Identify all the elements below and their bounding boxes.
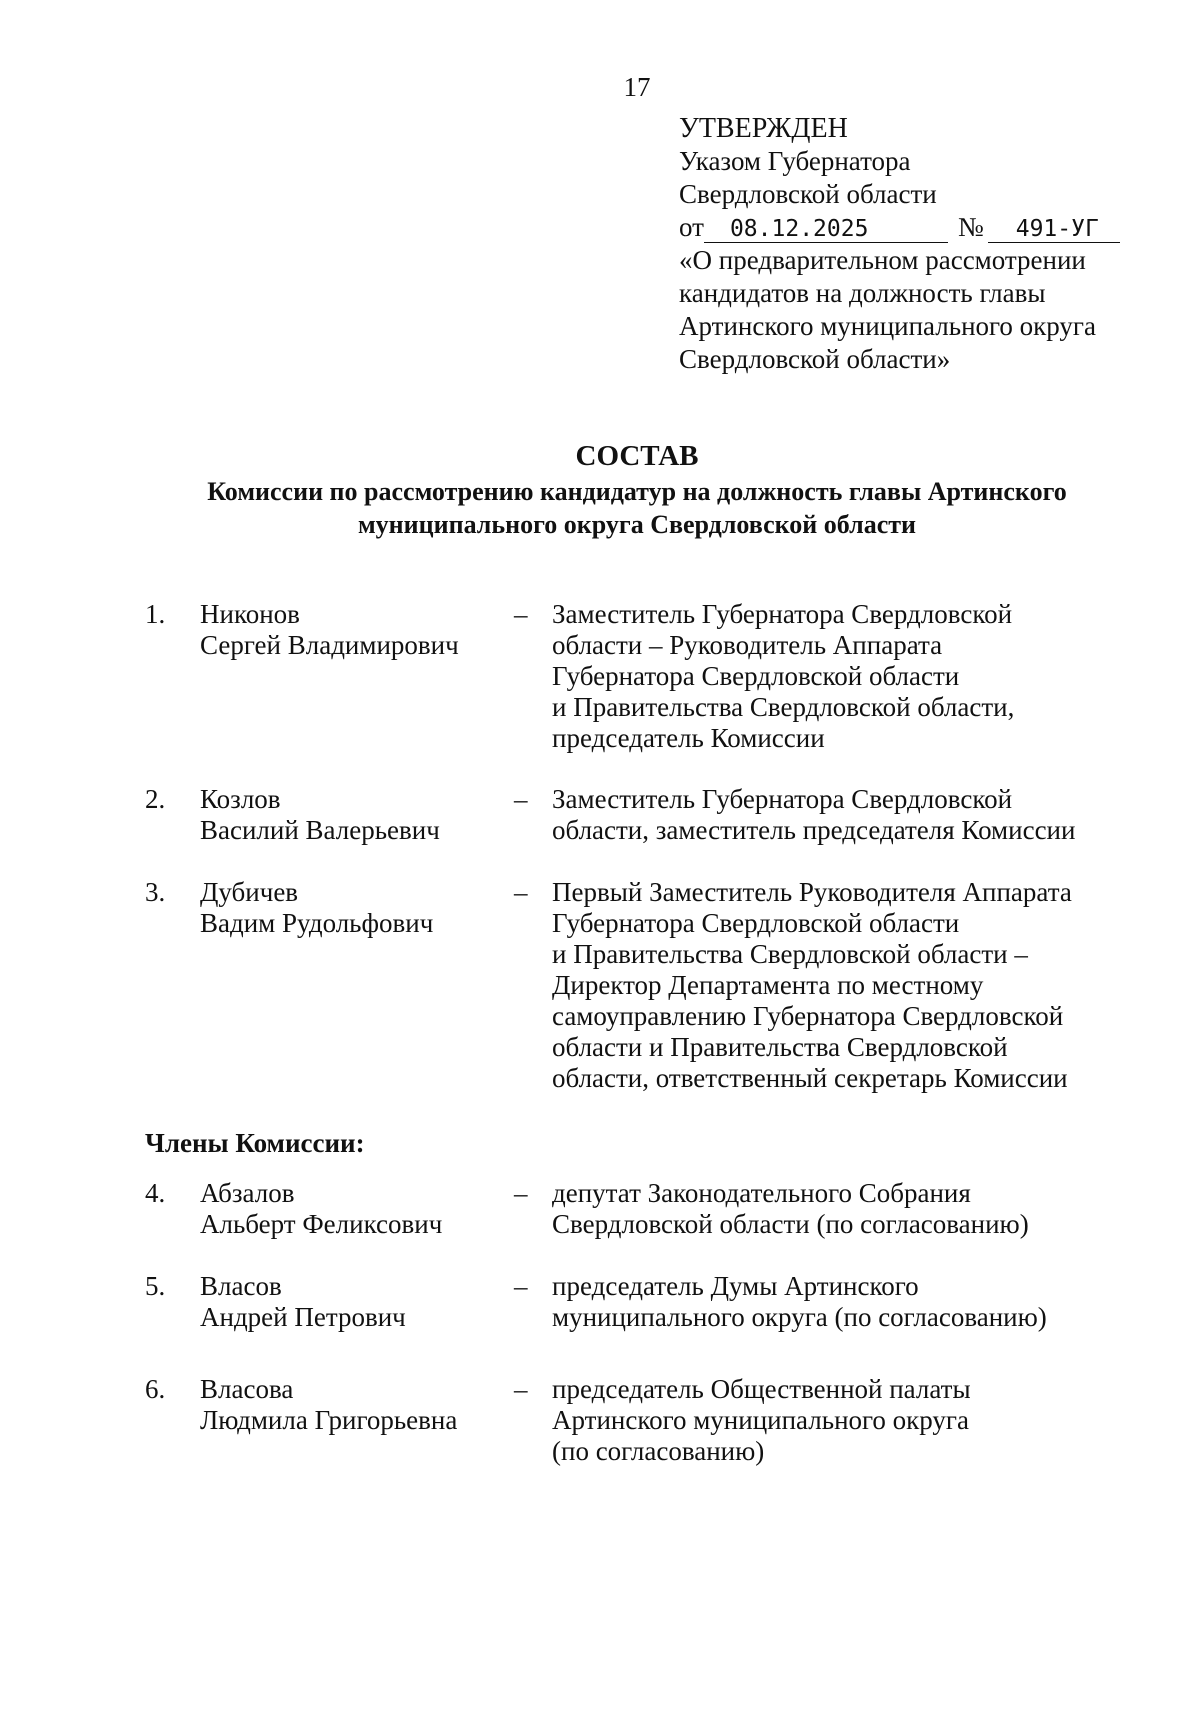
entry-surname: Козлов	[200, 784, 281, 814]
entry-dash: –	[514, 877, 528, 907]
entry-surname: Власова	[200, 1374, 294, 1404]
entry-name	[200, 599, 459, 661]
decree-number: 491-УГ	[988, 216, 1120, 243]
entry-given-names: Сергей Владимирович	[200, 630, 459, 660]
page-number: 17	[623, 72, 651, 102]
entry-number: 5.	[145, 1271, 166, 1301]
entry-dash: –	[514, 784, 528, 814]
entry-name	[200, 784, 440, 846]
entry-number: 4.	[145, 1178, 166, 1208]
entry-dash: –	[514, 1178, 528, 1208]
approval-block	[679, 112, 1159, 376]
document-subheading	[120, 475, 1154, 541]
approval-title-line-3: Артинского муниципального округа	[679, 311, 1096, 341]
entry-number: 2.	[145, 784, 166, 814]
subheading-line-1: Комиссии по рассмотрению кандидатур на должность главы Артинского	[207, 477, 1067, 506]
approval-title-line-2: кандидатов на должность главы	[679, 278, 1046, 308]
entry-position: Заместитель Губернатора Свердловской области – Руководитель Аппарата Губернатора Свердловской области и Правительства Свердловской области, председатель Комиссии	[552, 599, 1015, 753]
entry-given-names: Людмила Григорьевна	[200, 1405, 458, 1435]
approval-line-1: Указом Губернатора	[679, 146, 911, 176]
entry-dash: –	[514, 1271, 528, 1301]
entry-dash: –	[514, 599, 528, 629]
document-heading: СОСТАВ	[575, 440, 699, 472]
entry-name	[200, 1178, 442, 1240]
entry-surname: Дубичев	[200, 877, 299, 907]
entry-given-names: Альберт Феликсович	[200, 1209, 443, 1239]
date-prefix: от	[679, 212, 704, 242]
entry-name	[200, 1271, 406, 1333]
entry-position: председатель Общественной палаты Артинского муниципального округа (по согласованию)	[552, 1374, 971, 1466]
entry-number: 3.	[145, 877, 166, 907]
entry-position: Первый Заместитель Руководителя Аппарата Губернатора Свердловской области и Правительства Свердловской области – Директор Департамента по местному самоуправлению Губернатора Свердловской области и Правительства Свердловской области, ответственный секретарь Комиссии	[552, 877, 1072, 1093]
subheading-line-2: муниципального округа Свердловской области	[357, 510, 917, 539]
entry-given-names: Вадим Рудольфович	[200, 908, 434, 938]
entry-number: 6.	[145, 1374, 166, 1404]
members-heading: Члены Комиссии:	[145, 1128, 365, 1158]
entry-surname: Абзалов	[200, 1178, 295, 1208]
entry-surname: Власов	[200, 1271, 282, 1301]
entry-name	[200, 877, 433, 939]
entry-given-names: Василий Валерьевич	[200, 815, 440, 845]
approval-title-line-4: Свердловской области»	[679, 344, 951, 374]
approval-line-2: Свердловской области	[679, 179, 937, 209]
entry-position: Заместитель Губернатора Свердловской области, заместитель председателя Комиссии	[552, 784, 1076, 845]
entry-surname: Никонов	[200, 599, 300, 629]
entry-given-names: Андрей Петрович	[200, 1302, 406, 1332]
entry-position: председатель Думы Артинского муниципального округа (по согласованию)	[552, 1271, 1047, 1332]
decree-date: 08.12.2025	[704, 216, 948, 243]
entry-position: депутат Законодательного Собрания Свердловской области (по согласованию)	[552, 1178, 1029, 1239]
approval-date-number-line	[679, 211, 1159, 244]
entry-name	[200, 1374, 457, 1436]
entry-number: 1.	[145, 599, 166, 629]
entry-dash: –	[514, 1374, 528, 1404]
approval-title-line-1: «О предварительном рассмотрении	[679, 245, 1086, 275]
approval-status: УТВЕРЖДЕН	[679, 113, 848, 144]
number-sign: №	[957, 212, 984, 242]
